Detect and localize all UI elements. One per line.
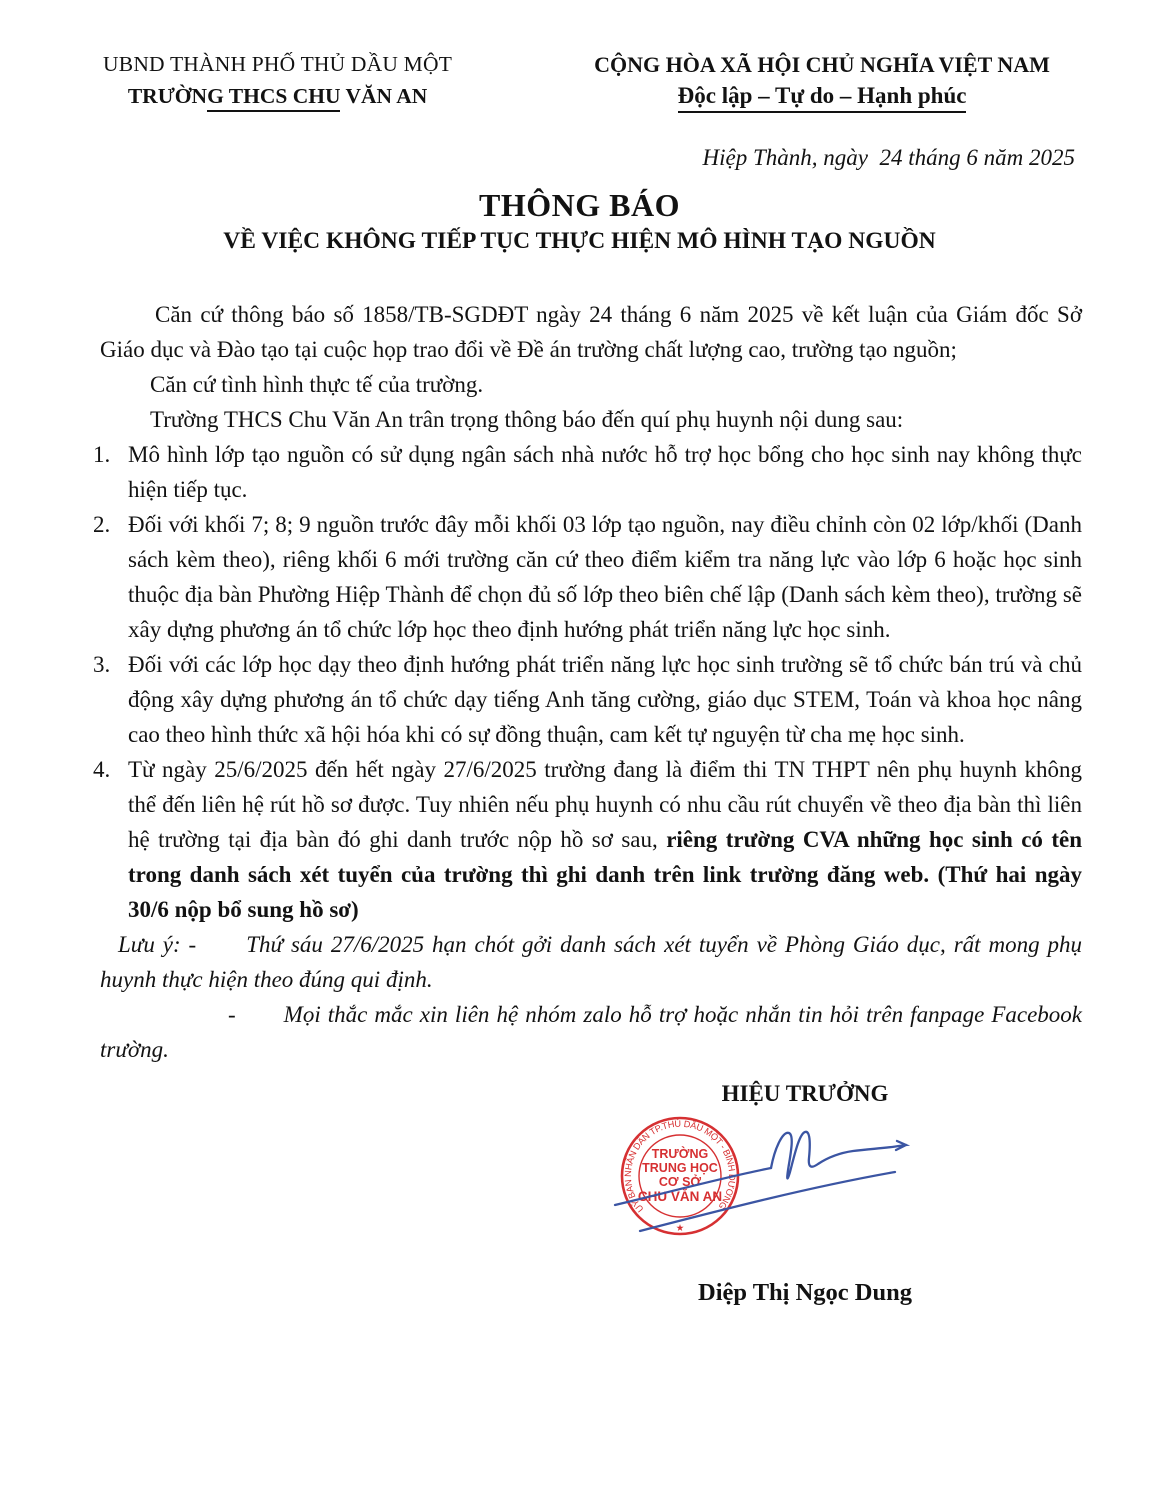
note-dash: - xyxy=(228,1002,236,1027)
document-title: THÔNG BÁO xyxy=(479,187,680,223)
place-date-line: Hiệp Thành, ngày 24 tháng 6 năm 2025 xyxy=(702,145,1075,170)
stamp-line-chuvanan: CHU VĂN AN xyxy=(637,1189,723,1204)
document-body xyxy=(0,297,1159,927)
paragraph-situation: Căn cứ tình hình thực tế của trường. xyxy=(150,372,484,397)
national-motto-block xyxy=(533,52,1159,109)
document-subtitle: VỀ VIỆC KHÔNG TIẾP TỤC THỰC HIỆN MÔ HÌNH TẠO NGUỒN xyxy=(223,228,936,254)
list-item-text: Từ ngày 25/6/2025 đến hết ngày 27/6/2025 trường đang là điểm thi TN THPT nên phụ huynh không thể đến liên hệ rút hồ sơ được. Tuy nhiên nếu phụ huynh có nhu cầu rút chuyển về theo địa bàn thì liên hệ trường tại địa bàn đó ghi danh trước nộp hồ sơ sau, riêng trường CVA những học sinh có tên trong danh sách xét tuyển của trường thì ghi danh trên link trường đăng web. (Thứ hai ngày 30/6 nộp bổ sung hồ sơ) xyxy=(128,757,1082,922)
document-header xyxy=(0,0,1159,109)
national-header: CỘNG HÒA XÃ HỘI CHỦ NGHĨA VIỆT NAM xyxy=(594,52,1050,77)
list-item xyxy=(93,752,1082,927)
signer-role: HIỆU TRƯỞNG xyxy=(721,1081,889,1106)
list-item xyxy=(93,507,1082,647)
note-label: Lưu ý: - xyxy=(118,932,197,957)
paragraph-announce: Trường THCS Chu Văn An trân trọng thông báo đến quí phụ huynh nội dung sau: xyxy=(150,407,904,432)
list-item-number: 3. xyxy=(93,652,111,677)
list-item-text: Mô hình lớp tạo nguồn có sử dụng ngân sách nhà nước hỗ trợ học bổng cho học sinh nay không thực hiện tiếp tục. xyxy=(128,442,1082,502)
issuer-school: TRƯỜNG THCS CHU VĂN AN xyxy=(22,84,533,109)
stamp-and-signature xyxy=(575,1107,1035,1262)
signer-name: Diệp Thị Ngọc Dung xyxy=(698,1279,912,1306)
note-first: Lưu ý: - Thứ sáu 27/6/2025 hạn chót gởi danh sách xét tuyển về Phòng Giáo dục, rất mong phụ huynh thực hiện theo đúng qui định. xyxy=(100,932,1082,992)
stamp-star-icon: ★ xyxy=(675,1223,685,1234)
stamp-ring-text: UỶ BAN NHÂN DÂN TP.THỦ DẦU MỘT - BÌNH DƯƠNG xyxy=(622,1118,738,1215)
list-item xyxy=(93,437,1082,507)
national-motto: Độc lập – Tự do – Hạnh phúc xyxy=(533,83,1111,109)
list-item-number: 1. xyxy=(93,442,111,467)
list-item-number: 2. xyxy=(93,512,111,537)
list-item-number: 4. xyxy=(93,757,111,782)
note-second: - Mọi thắc mắc xin liên hệ nhóm zalo hỗ trợ hoặc nhắn tin hỏi trên fanpage Facebook trường. xyxy=(100,1002,1082,1062)
school-stamp-icon xyxy=(622,1118,738,1234)
list-item-text: Đối với các lớp học dạy theo định hướng phát triển năng lực học sinh trường sẽ tổ chức bán trú và chủ động xây dựng phương án tổ chức dạy tiếng Anh tăng cường, giáo dục STEM, Toán và khoa học nâng cao theo hình thức xã hội hóa khi có sự đồng thuận, cam kết tự nguyện từ cha mẹ học sinh. xyxy=(128,652,1082,747)
paragraph-legal-basis: Căn cứ thông báo số 1858/TB-SGDĐT ngày 24 tháng 6 năm 2025 về kết luận của Giám đốc Sở Giáo dục và Đào tạo tại cuộc họp trao đổi về Đề án trường chất lượng cao, trường tạo nguồn; xyxy=(100,302,1082,362)
list-item-text: Đối với khối 7; 8; 9 nguồn trước đây mỗi khối 03 lớp tạo nguồn, nay điều chỉnh còn 02 lớp/khối (Danh sách kèm theo), riêng khối 6 mới trường căn cứ theo điểm kiểm tra năng lực vào lớp 6 hoặc học sinh thuộc địa bàn Phường Hiệp Thành để chọn đủ số lớp theo biên chế lập (Danh sách kèm theo), trường sẽ xây dựng phương án tổ chức lớp học theo định hướng phát triển năng lực học sinh. xyxy=(128,512,1082,642)
numbered-list xyxy=(93,437,1082,927)
stamp-line-trunghoc: TRUNG HỌC xyxy=(642,1161,718,1175)
issuer-authority: UBND THÀNH PHỐ THỦ DẦU MỘT xyxy=(103,52,453,76)
stamp-line-coso: CƠ SỞ xyxy=(658,1175,702,1189)
notes-section xyxy=(0,927,1159,1067)
list-item xyxy=(93,647,1082,752)
issuer-block xyxy=(0,52,533,109)
stamp-line-truong: TRƯỜNG xyxy=(651,1147,709,1161)
